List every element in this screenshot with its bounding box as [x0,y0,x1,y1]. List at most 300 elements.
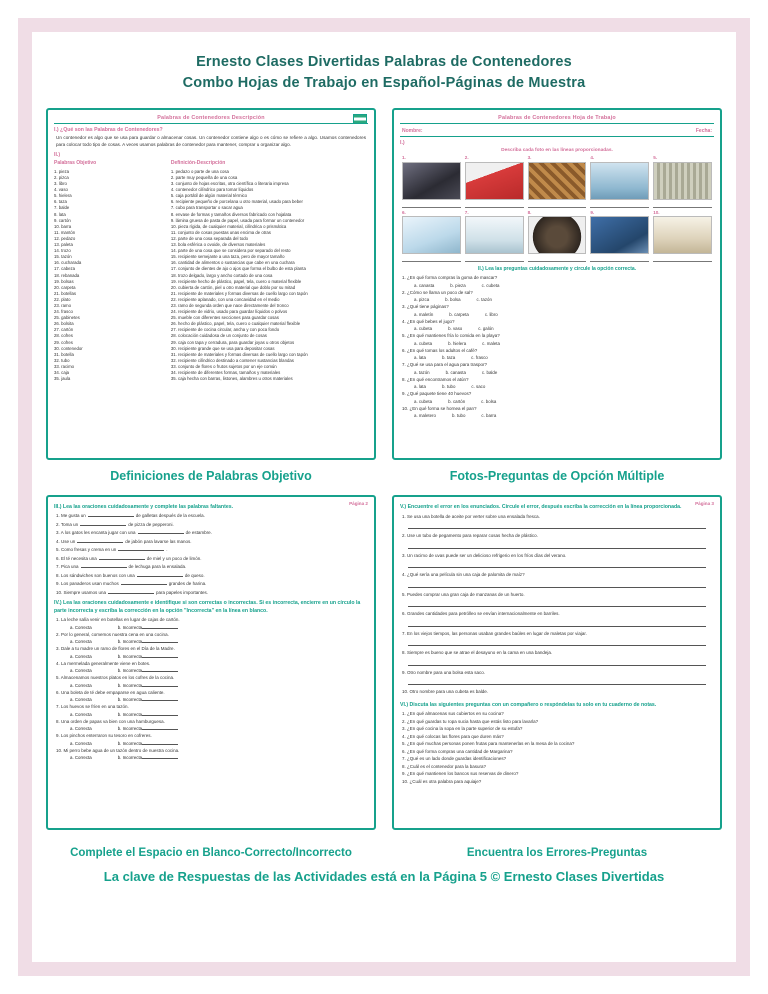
mc-question: 9. ¿Qué paquete tiene 40 huevos? [402,391,472,397]
option-c[interactable]: c. galón [478,326,494,332]
list-item: 24. recipiente de vidrio, usado para guardar líquidos o polvos [170,309,288,315]
list-item: 16. cantidad de alimentos o sustancias que cabe en una cuchara [170,260,295,266]
discussion-item: 8. ¿Cuál es el contenedor para la basura? [402,763,487,769]
caption-right-top: Fotos-Preguntas de Opción Múltiple [449,469,665,484]
list-item: 33. racimo [54,363,75,369]
mc-options [414,384,712,389]
sheets-row-top [46,108,722,483]
fill-post: grandes de harina. [168,581,207,587]
blank-input[interactable] [77,538,123,543]
option-b[interactable]: b. canasta [445,369,466,375]
red-box-photo [465,162,524,200]
photo-cell [402,156,461,208]
cc-item: 1. La leche salía venir en botellas en lugar de cajas de cartón. [56,617,180,623]
list-item: 19. recipiente hecho de plástico, papel, tela, cuero o material flexible [170,278,302,284]
blue-bag-photo [590,216,649,254]
fill-post: . [166,547,168,553]
photo-number: 7. [464,209,469,215]
flag-icon [353,114,367,124]
photo-cell [465,211,524,263]
photo-number: 3. [527,155,532,161]
cc-incorrect[interactable]: b. Incorrecta [118,712,178,717]
cc-item: 2. Por lo general, comemos nuestra cena en una cocina. [56,631,169,637]
photo-cell [590,211,649,263]
list-item: 2. parte muy pequeña de una cosa [170,175,238,180]
page-title-line1: Ernesto Clases Divertidas Palabras de Contenedores [196,54,572,70]
cc-correct[interactable]: a. Correcta [70,682,92,688]
list-item: 14. trozo [54,248,71,254]
sheet1-header [54,115,368,124]
list-item: 8. envase de formas y tamaños diversos fabricado con hojalata [170,211,292,217]
option-b[interactable]: b. tubo [451,413,466,419]
correction-line[interactable] [408,658,706,666]
answer-line[interactable] [465,254,524,262]
discussion-item: 4. ¿En qué colocas las flores para que duren más? [402,733,504,739]
error-item: 9. Otro nombre para una bolsa esta saco. [402,669,486,675]
photo-number: 6. [402,209,406,215]
fill-item [56,538,366,546]
error-item: 6. Grandes cantidades para petrólleo se envían internacionalmente en barriles. [402,611,560,617]
fill-pre: 1. Me gusta un [56,513,86,519]
sheet2-header [400,115,714,124]
mc-options [414,399,712,404]
cc-correct[interactable]: a. Correcta [70,639,92,645]
error-item: 4. ¿Qué sería una película sin una caja de palomita de maíz? [402,572,525,578]
cc-options [70,683,368,688]
list-item: 34. caja [54,370,70,375]
name-date-bar [400,127,714,137]
discussion-item: 3. ¿En qué cocina la sopa en la parte superior de su estufa? [402,726,523,732]
name-label[interactable]: Nombre: [402,128,423,135]
list-item: 12. pedazo [54,235,76,241]
fill-pre: 7. Pica una [56,564,79,570]
page-footer: La clave de Respuestas de las Actividades está en la Página 5 © Ernesto Clases Divertidas [103,869,665,885]
sheet2-section1-num: I.) [400,140,405,147]
correction-line[interactable] [408,580,706,588]
list-item: 12. parte de una cosa separada del todo [170,235,249,241]
blank-input[interactable] [121,580,167,585]
sheet1-header-text: Palabras de Contenedores Descripción [157,115,265,122]
option-c[interactable]: c. balde [481,369,498,375]
fill-item [56,580,366,588]
list-item: 30. contenedor [54,345,83,351]
list-item: 32. tubo [54,357,70,363]
cc-incorrect[interactable]: b. Incorrecta [118,625,178,630]
photo-cell [590,156,649,208]
list-item: 1. pedazo o parte de una cosa [170,168,229,174]
discussion-item: 1. ¿En qué almacenas sus cubiertos en su cocina? [402,711,504,717]
correct-incorrect-list [54,617,368,760]
clay-pot-photo [528,216,587,254]
col-head-words: Palabras Objetivo [54,159,97,166]
answer-line[interactable] [402,200,461,208]
blank-input[interactable] [88,512,134,517]
correction-line[interactable] [408,541,706,549]
fill-post: de pizza de pepperoni. [128,521,174,527]
fill-post: de jabón para lavarse las manos. [125,538,192,544]
list-item: 22. plato [54,296,71,302]
cc-item: 9. Los pinchos enterraron su tesoro en cofreres. [56,733,152,739]
list-item: 35. caja hecha con barras, listones, alambres u otros materiales [170,376,293,382]
error-item: 2. Use un tubo de pegamento para reparar cosas hecha de plástico. [402,533,538,539]
list-item: 6. recipiente pequeño de porcelana u otro material, usado para beber [170,199,303,205]
list-item: 3. libro [54,181,67,187]
list-item: 20. cubierta de cartón, piel u otro material que doblo por su mitad [170,284,296,290]
error-item: 8. Siempre es bueno que se atrae el desayuno en la cama en una bandeja. [402,650,553,656]
cc-incorrect[interactable]: b. Incorrecta [118,755,178,760]
mc-question: 4. ¿En qué bebes el jugo? [402,318,455,324]
list-item: 29. cofres [54,339,73,345]
list-item: 3. conjunto de hojas escritas, otra científica o literaria impresa [170,181,289,187]
answer-line[interactable] [590,200,649,208]
list-item: 11. mantón [54,229,76,235]
list-item: 4. contenedor cilíndrico para tomar líquidos [170,187,254,193]
discussion-item: 10. ¿Cuál es otra palabra para aquiaje? [402,778,482,784]
answer-line[interactable] [528,254,587,262]
discussion-item: 9. ¿En qué mantienen los bancos sus reservas de dinero? [402,771,519,777]
mc-options [414,283,712,288]
date-label[interactable]: Fecha: [695,128,712,135]
option-c[interactable]: c. maleta [482,340,500,346]
option-c[interactable]: c. barra [481,413,497,419]
list-item: 29. caja con tapa y cerradura, para guardar joyas u otros objetos [170,339,295,345]
blank-input[interactable] [137,572,183,577]
list-item: 5. caja portátil de algún material térmico [170,193,248,199]
mc-options [414,341,712,346]
cc-item: 3. Dale a tu madre un ramo de flores en el Día de la Madre. [56,646,175,652]
blank-input[interactable] [80,521,126,526]
target-words-list [54,169,165,382]
list-item: 23. ramo de segunda orden que nace directamente del tronco [170,302,289,308]
error-item: 1. Se usa una botella de aceite por verter sobre una ensalada fresca. [402,513,540,519]
option-b[interactable]: b. carpeta [449,311,469,317]
sheet3-section4-head: IV.) Lea las oraciones cuidadosamente e identifique si son correctas o incorrectas. Si es incorrecta, encierre en un círculo la parte incorrecta y escriba la corrección en la opción "Incorrecta" en la línea en blanco. [54,600,361,614]
fill-post: de galletas después de la escuela. [135,513,205,519]
option-c[interactable]: c. saco [471,384,486,390]
cc-item: 7. Los huevos se fríen en una tazón. [56,704,129,710]
list-item: 6. taza [54,199,67,205]
mc-options [414,370,712,375]
mc-question: 1. ¿En qué forma compras la goma de mascar? [402,275,498,281]
blank-input[interactable] [99,555,145,560]
answer-line[interactable] [528,200,587,208]
list-item: 22. recipiente aplanado, con una concavidad en el medio [170,296,280,302]
option-b[interactable]: b. hielera [448,340,467,346]
list-item: 18. trozo delgado, largo y ancho cortado de una cosa [170,272,273,278]
cc-correct[interactable]: a. Correcta [70,697,92,703]
fill-item [56,546,366,554]
fill-item [56,555,366,563]
cc-incorrect[interactable]: b. Incorrecta [118,683,178,688]
list-item: 15. tazón [54,254,72,260]
cc-item: 6. Una boleta de té debe empaparse en agua caliente. [56,689,165,695]
blank-input[interactable] [138,529,184,534]
mc-question: 6. ¿En qué tomas los adultos el café? [402,347,478,353]
sheets-row-bottom [46,495,722,830]
option-a[interactable]: a. maletín [414,311,434,317]
mc-options [414,297,712,302]
mc-question: 2. ¿Cómo se llama un poco de sal? [402,289,473,295]
mc-section-head: II.) Lea las preguntas cuidadosamente y circule la opción correcta. [477,266,637,273]
list-item: 9. lámina gruesa de pasta de papel, usada para formar un contenedor [170,217,305,223]
correction-line[interactable] [408,619,706,627]
fill-pre: 10. Siempre usamos una [56,589,107,595]
bottom-captions [46,838,722,859]
option-a[interactable]: a. cubeta [414,340,433,346]
list-item: 10. pieza rígida, de cualquier material, cilíndrica o prismática [170,223,287,229]
list-item: 28. cofres [54,333,73,339]
barrels-photo [528,162,587,200]
fill-pre: 9. Los panaderos usan muchos [56,581,119,587]
cc-options [70,712,368,717]
blank-input[interactable] [108,589,154,594]
photo-cell [528,156,587,208]
discussion-list [400,711,714,785]
cc-correct[interactable]: a. Correcta [70,653,92,659]
sheet1-paragraph: Un contenedor es algo que se usa para guardar o almacenar cosas. Un contenedor contiene algo o es cómo se refiere a algo. Usamos contenedores para colocar todo tipo de cosas. A veces usamos palabras de contenedor para mantener, comprar u organizar algo. [56,135,366,147]
caption-left-top: Definiciones de Palabras Objetivo [110,469,312,484]
list-item: 5. hielera [54,193,72,199]
list-item: 25. gabinetes [54,315,80,321]
fill-item [56,512,366,520]
option-a[interactable]: a. cubeta [414,326,433,332]
sheet2-header-text: Palabras de Contenedores Hoja de Trabajo [498,115,616,122]
option-a[interactable]: a. lata [414,384,426,390]
cc-options [70,755,368,760]
photo-cell [465,156,524,208]
option-b[interactable]: b. taza [441,355,456,361]
list-item: 28. colocación cuidadosa de un conjunto de cosas [170,333,267,339]
photo-number: 8. [527,209,532,215]
option-a[interactable]: a. lata [414,355,426,361]
plastic-bottle-photo [402,216,461,254]
fill-pre: 6. El té necesita una [56,555,97,561]
list-item: 7. balde [54,205,70,211]
blank-input[interactable] [81,563,127,568]
photo-number: 2. [464,155,469,161]
sheet1-section1-head: I.) ¿Qué son las Palabras de Contenedores? [54,127,163,134]
list-item: 9. cartón [54,217,71,223]
fill-item [56,529,366,537]
photo-cell [402,211,461,263]
sheet-worksheet [392,108,722,460]
cc-correct[interactable]: a. Correcta [70,624,92,630]
fill-post: de miel y un poco de limón. [146,555,202,561]
list-item: 20. carpeta [54,284,76,290]
correction-line[interactable] [408,560,706,568]
caption-right-bottom: Encuentra los Errores-Preguntas [466,847,648,860]
answer-line[interactable] [590,254,649,262]
list-item: 27. cartón [54,327,74,333]
photo-number: 10. [653,209,660,215]
page-border [18,18,750,976]
errors-list [400,514,714,696]
option-a[interactable]: a. tazón [414,369,430,375]
definitions-list [171,169,368,382]
fill-pre: 5. Como fresas y crema en un [56,547,117,553]
cc-options [70,726,368,731]
cc-options [70,741,368,746]
cc-correct[interactable]: a. Correcta [70,755,92,761]
error-item: 3. Un racimo de uvas puede ser un delicioso refrigerio en los fríos días del verano. [402,552,567,558]
sheet4-section5-head: V.) Encuentre el error en los enunciados. Circule el error, después escriba la corrección en la línea proporcionada. [400,504,682,511]
list-item: 15. recipiente semejante a una taza, pero de mayor tamaño [170,254,285,260]
option-c[interactable]: c. cubeta [481,282,500,288]
mc-question: 3. ¿Qué tiene páginas? [402,304,449,310]
cc-correct[interactable]: a. Correcta [70,740,92,746]
photo-cell [653,156,712,208]
option-c[interactable]: c. bolsa [481,398,497,404]
cc-incorrect[interactable]: b. Incorrecta [118,697,178,702]
list-item: 26. hecho de plástico, papel, tela, cuero o cualquier material flexible [170,321,301,327]
list-item: 34. recipiente de diferentes formas, tamaños y materiales [170,370,281,375]
option-b[interactable]: b. vaso [448,326,463,332]
cc-item: 4. La mermelada generalmente viene en botes. [56,660,151,666]
cc-correct[interactable]: a. Correcta [70,711,92,717]
tin-cans-photo [653,162,712,200]
photo-cell [653,211,712,263]
option-b[interactable]: b. pieza [450,282,466,288]
list-item: 10. barra [54,223,72,229]
photo-cell [528,211,587,263]
cc-incorrect[interactable]: b. Incorrecta [118,741,178,746]
fill-pre: 2. Toma un [56,521,79,527]
answer-line[interactable] [653,200,712,208]
photo-number: 9. [590,209,595,215]
fill-in-list [54,512,368,596]
fill-post: de queso. [184,572,205,578]
list-item: 23. ramo [54,302,71,308]
option-b[interactable]: b. tubo [441,384,456,390]
list-item: 32. recipiente cilíndrico destinado a contener sustancias blandas [170,357,294,363]
cc-item: 5. Almacenamos nuestros platos en los cofres de la cocina. [56,675,175,681]
list-item: 13. paleta [54,242,73,248]
mc-options [414,413,712,418]
option-c[interactable]: c. libro [484,311,498,317]
correction-line[interactable] [408,521,706,529]
list-item: 14. parte de una cosa que se considera por separado del resto [170,248,291,254]
page-title-line2: Combo Hojas de Trabajo en Español-Páginas de Muestra [182,75,586,92]
fill-item [56,589,366,597]
photo-grid [402,156,712,262]
photo-number: 5. [653,155,658,161]
error-item: 5. Puedes comprar una gran caja de manzanas de un huerto. [402,591,525,597]
sheet4-section6-head: VI.) Discuta las siguientes preguntas con un compañero o respóndelas tu solo en tu cuaderno de notas. [400,701,657,708]
list-item: 25. mueble con diferentes secciones para guardar cosas [170,315,279,321]
page-label: Página 3 [695,501,714,507]
list-item: 16. cucharada [54,260,82,266]
cc-incorrect[interactable]: b. Incorrecta [118,654,178,659]
sheet1-two-columns [54,160,368,382]
blank-input[interactable] [118,546,164,551]
option-a[interactable]: a. maletero [414,413,436,419]
mc-options [414,312,712,317]
list-item: 31. botella [54,351,74,357]
list-item: 18. rebanada [54,272,80,278]
list-item: 4. vaso [54,187,68,193]
cc-correct[interactable]: a. Correcta [70,668,92,674]
mc-options [414,326,712,331]
list-item: 2. pizca [54,175,69,180]
fill-item [56,521,366,529]
sheet-description [46,108,376,460]
answer-line[interactable] [402,254,461,262]
sheet-fill-in-blank [46,495,376,830]
sheet1-section2-head: II.) [54,151,61,158]
option-c[interactable]: c. tazón [476,297,492,303]
list-item: 17. conjunto de dientes de ajo o ajos que forma el bulbo de esta planta [170,266,306,272]
option-a[interactable]: a. canasta [414,282,435,288]
cc-incorrect[interactable]: b. Incorrecta [118,668,178,673]
correction-line[interactable] [408,677,706,685]
mc-question: 8. ¿En qué encontramos el atún? [402,376,469,382]
cc-options [70,639,368,644]
photo-instruction: Describa cada foto en las líneas proporcionadas. [501,148,613,154]
cc-incorrect[interactable]: b. Incorrecta [118,726,178,731]
list-item: 26. bolsita [54,321,74,327]
mc-question: 5. ¿En qué mantienes fría lo comida en la playa? [402,333,500,339]
caption-left-bottom: Complete el Espacio en Blanco-Correcto/Incorrecto [70,847,352,860]
cc-options [70,668,368,673]
correction-line[interactable] [408,599,706,607]
handbag-photo [402,162,461,200]
list-item: 27. recipiente de cocina circular, ancha y con poca fondo [170,327,280,333]
answer-line[interactable] [465,200,524,208]
list-item: 1. pieza [54,168,70,174]
page-title [46,52,722,94]
cc-correct[interactable]: a. Correcta [70,726,92,732]
fill-pre: 4. Use un [56,538,76,544]
list-item: 33. conjunto de flores o frutos sujetos por un eje común [170,363,277,369]
list-item: 35. jaula [54,376,71,382]
mc-options [414,355,712,360]
list-item: 19. bolsas [54,278,74,284]
cc-item: 10. Mi perro bebe agua de un tazón dentro de nuestra cocina. [56,747,180,753]
option-a[interactable]: a. cubeta [414,398,433,404]
cc-incorrect[interactable]: b. Incorrecta [118,639,178,644]
list-item: 13. bola esférica o ovoide, de diversos materiales [170,242,266,248]
option-c[interactable]: c. frasco [471,355,488,361]
answer-line[interactable] [653,254,712,262]
option-a[interactable]: a. pizca [414,297,430,303]
mc-question: 10. ¿En qué forma se hornea el pan? [402,405,477,411]
list-item: 24. frasco [54,309,73,315]
list-item: 21. recipiente de materiales y formas diversas de cuello largo con tapón [170,290,308,296]
list-item: 21. botellas [54,290,76,296]
discussion-item: 6. ¿En qué forma compras una cantidad de Margarina? [402,748,513,754]
correction-line[interactable] [408,638,706,646]
cc-item: 8. Una orden de papas va bien con una hamburguesa. [56,718,165,724]
fill-item [56,572,366,580]
error-item: 10. Otro nombre para una cubeta es balde. [402,689,489,695]
option-b[interactable]: b. bolsa [445,297,461,303]
cc-options [70,625,368,630]
paper-cups-photo [590,162,649,200]
glasses-photo [465,216,524,254]
fill-post: para papeles importantes. [156,589,209,595]
discussion-item: 7. ¿Qué es un lado donde guardas identificaciones? [402,756,507,762]
discussion-item: 2. ¿En qué guardas tu ropa sucia hasta que estás listo para lavarla? [402,718,539,724]
list-item: 30. recipiente grande que se usa para depositar cosas [170,345,275,351]
fill-item [56,563,366,571]
sheet3-section3-head: III.) Lea las oraciones cuidadosamente y complete las palabras faltantes. [54,504,234,511]
sheet-find-errors [392,495,722,830]
list-item: 17. cabeza [54,266,76,272]
photo-number: 4. [590,155,595,161]
list-item: 11. conjunto de cosas puestas unas encima de otras [170,229,271,235]
cc-options [70,697,368,702]
option-b[interactable]: b. cartón [448,398,466,404]
